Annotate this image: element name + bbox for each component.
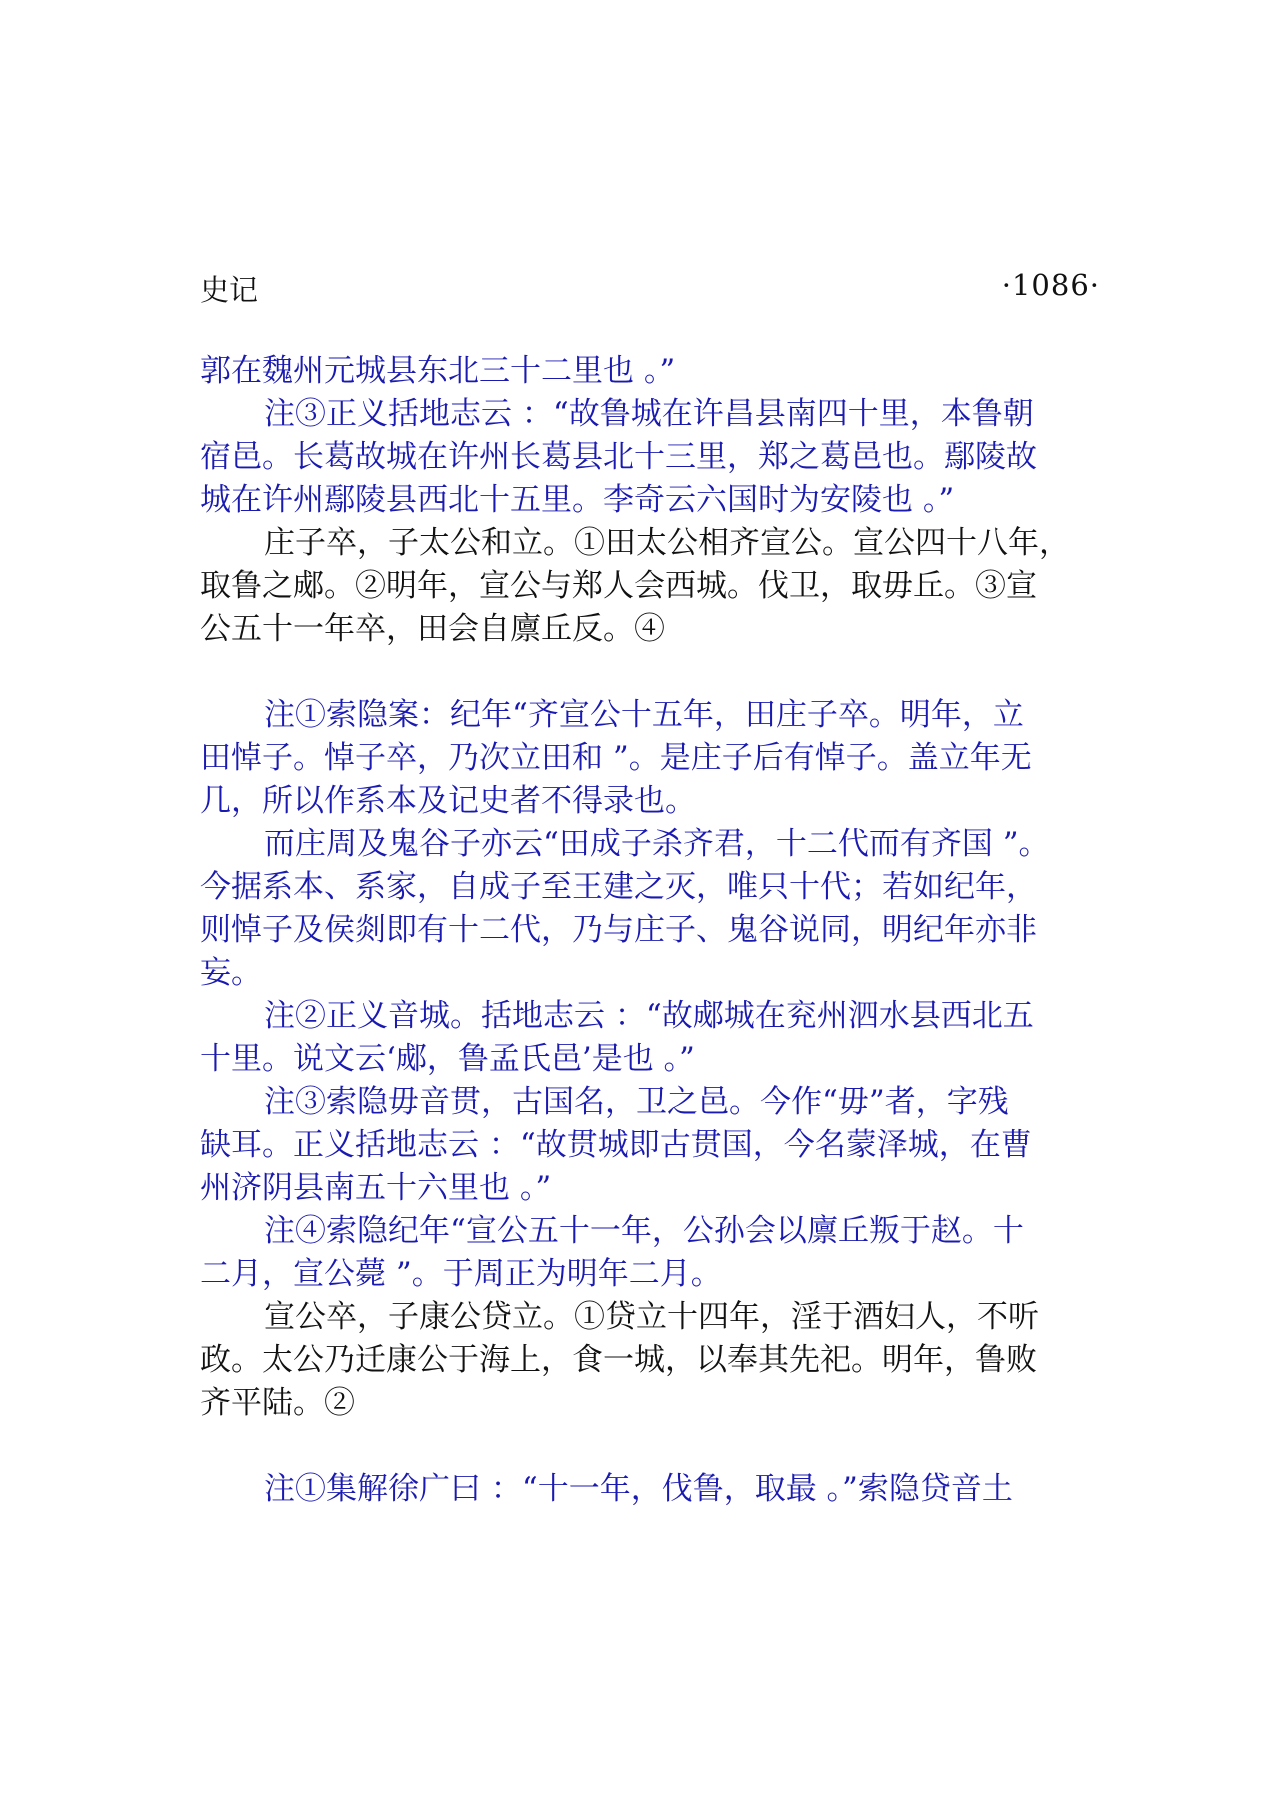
book-title: 史记	[200, 273, 259, 307]
text-line: 注④索隐纪年“宣公五十一年，公孙会以廪丘叛于赵。十	[264, 1213, 1024, 1249]
text-line: 宿邑。长葛故城在许州长葛县北十三里，郑之葛邑也。鄢陵故	[200, 439, 1037, 475]
text-line: 取鲁之郕。②明年，宣公与郑人会西城。伐卫，取毋丘。③宣	[200, 568, 1037, 604]
paragraph-gap	[200, 651, 1100, 694]
text-line: 缺耳。正义括地志云 ：“故贯城即古贯国，今名蒙泽城，在曹	[200, 1127, 1032, 1163]
paragraph-gap	[200, 1425, 1100, 1468]
text-line: 齐平陆。②	[200, 1385, 355, 1421]
text-line: 城在许州鄢陵县西北十五里。李奇云六国时为安陵也 。”	[200, 482, 955, 518]
page-number: ·1086·	[1001, 268, 1100, 302]
commentary-paragraph	[200, 995, 1100, 1081]
text-line: 十里。说文云‘郕，鲁孟氏邑’是也 。”	[200, 1041, 695, 1077]
main-text-paragraph	[200, 1296, 1100, 1425]
main-text-paragraph	[200, 522, 1100, 651]
commentary-paragraph	[200, 1468, 1100, 1511]
text-line: 则悼子及侯剡即有十二代，乃与庄子、鬼谷说同，明纪年亦非	[200, 912, 1037, 948]
text-line: 几，所以作系本及记史者不得录也。	[200, 783, 696, 819]
text-line: 注②正义音城。括地志云 ：“故郕城在兖州泗水县西北五	[264, 998, 1034, 1034]
text-line: 注③正义括地志云 ：“故鲁城在许昌县南四十里，本鲁朝	[264, 396, 1034, 432]
text-line: 今据系本、系家，自成子至王建之灭，唯只十代；若如纪年，	[200, 869, 1037, 905]
text-line: 妄。	[200, 955, 262, 991]
text-line: 注①集解徐广曰 ：“十一年，伐鲁，取最 。”索隐贷音土	[264, 1471, 1013, 1507]
text-line: 宣公卒，子康公贷立。①贷立十四年，淫于酒妇人，不听	[264, 1299, 1039, 1335]
commentary-paragraph	[200, 823, 1100, 995]
commentary-paragraph	[200, 1081, 1100, 1210]
text-line: 注①索隐案：纪年“齐宣公十五年，田庄子卒。明年，立	[264, 697, 1024, 733]
commentary-paragraph	[200, 1210, 1100, 1296]
commentary-paragraph	[200, 393, 1100, 522]
text-line: 二月，宣公薨 ”。于周正为明年二月。	[200, 1256, 722, 1292]
text-line: 而庄周及鬼谷子亦云“田成子杀齐君，十二代而有齐国 ”。	[264, 826, 1050, 862]
text-line: 庄子卒，子太公和立。①田太公相齐宣公。宣公四十八年，	[264, 525, 1070, 561]
commentary-paragraph	[200, 694, 1100, 823]
text-line: 注③索隐毋音贯，古国名，卫之邑。今作“毋”者，字残	[264, 1084, 1009, 1120]
text-line: 公五十一年卒，田会自廪丘反。④	[200, 611, 665, 647]
text-line: 郭在魏州元城县东北三十二里也 。”	[200, 353, 676, 389]
text-line: 田悼子。悼子卒，乃次立田和 ”。是庄子后有悼子。盖立年无	[200, 740, 1032, 776]
text-line: 政。太公乃迁康公于海上，食一城，以奉其先祀。明年，鲁败	[200, 1342, 1037, 1378]
text-line: 州济阴县南五十六里也 。”	[200, 1170, 552, 1206]
commentary-paragraph	[200, 350, 1100, 393]
page-header	[200, 268, 1100, 308]
page-body	[200, 350, 1100, 1511]
